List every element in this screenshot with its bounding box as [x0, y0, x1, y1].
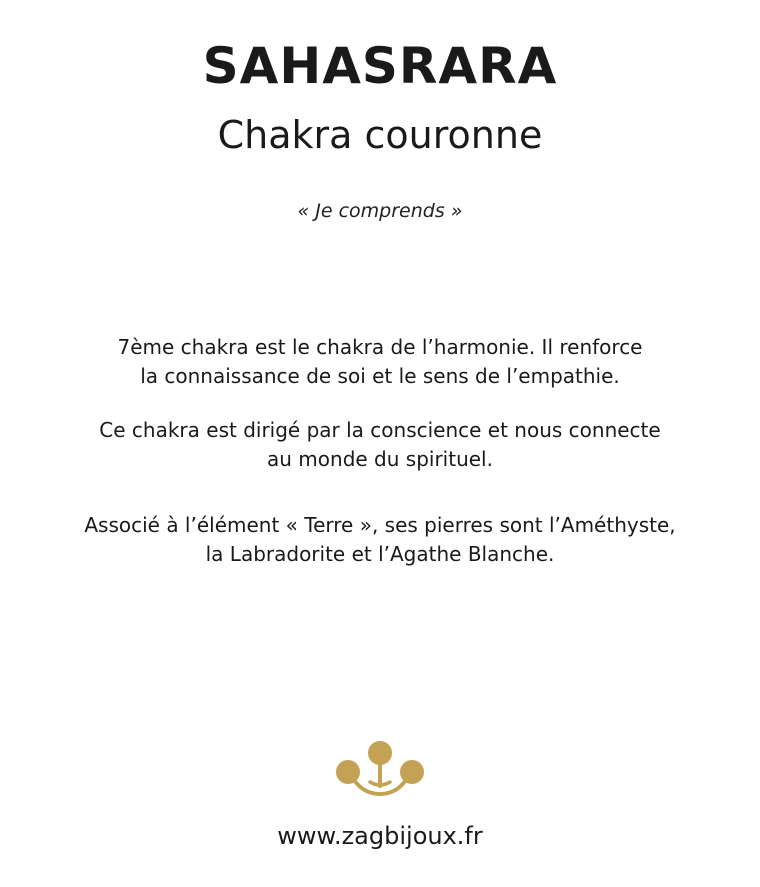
paragraph-line: au monde du spirituel.	[267, 447, 493, 471]
paragraph-stones	[40, 511, 720, 569]
paragraph-line: Associé à l’élément « Terre », ses pierres sont l’Améthyste,	[84, 513, 676, 537]
paragraph-conscience	[40, 416, 720, 474]
motto: « Je comprends »	[297, 200, 463, 222]
page-subtitle: Chakra couronne	[217, 113, 543, 157]
page-title: SAHASRARA	[202, 37, 558, 95]
paragraph-line: Ce chakra est dirigé par la conscience et nous connecte	[99, 418, 661, 442]
zag-tree-logo-icon	[330, 738, 430, 800]
paragraph-harmony	[40, 333, 720, 391]
paragraph-line: 7ème chakra est le chakra de l’harmonie. Il renforce	[117, 335, 643, 359]
paragraph-line: la connaissance de soi et le sens de l’empathie.	[140, 364, 620, 388]
paragraph-line: la Labradorite et l’Agathe Blanche.	[205, 542, 555, 566]
website-link[interactable]: www.zagbijoux.fr	[277, 822, 483, 850]
